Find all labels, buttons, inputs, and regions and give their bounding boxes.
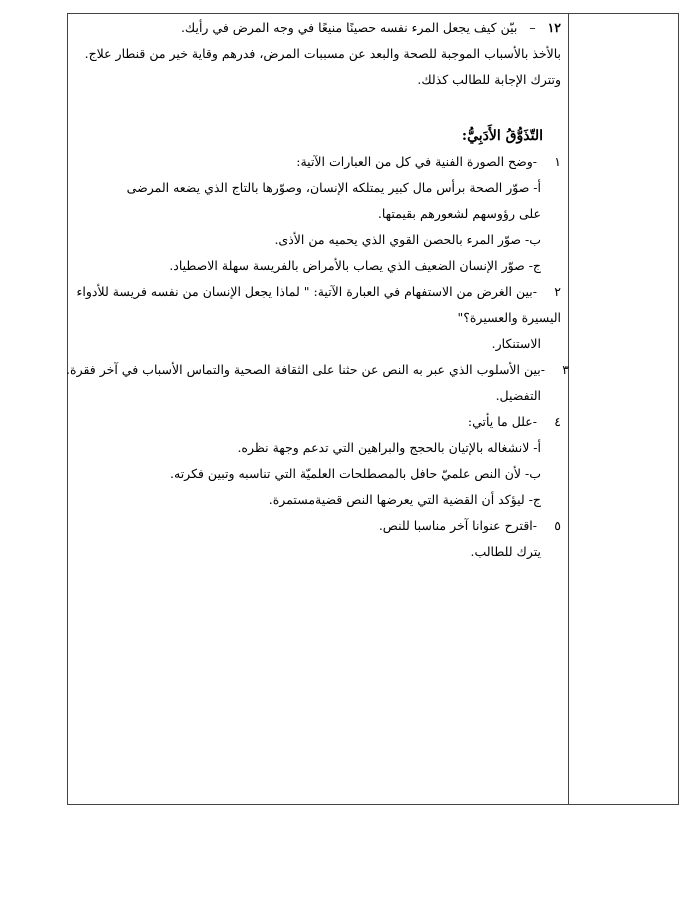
item-number: ١	[554, 154, 561, 169]
appreciation-item-5	[74, 513, 561, 539]
item-number: ٥	[554, 518, 561, 533]
appreciation-item-3	[66, 357, 569, 383]
answer-line: بالأخذ بالأسباب الموجبة للصحة والبعد عن مسببات المرض، فدرهم وقاية خير من قنطار علاج.	[84, 46, 561, 61]
answer-line: ج- صوّر الإنسان الضعيف الذي يصاب بالأمراض بالفريسة سهلة الاصطياد.	[169, 258, 541, 273]
answer-line: ب- لأن النص علميّ حافل بالمصطلحات العلميّة التي تناسبه وتبين فكرته.	[170, 466, 541, 481]
answer-line: الاستنكار.	[491, 336, 541, 351]
column-divider	[568, 13, 569, 805]
answer-line: يترك للطالب.	[470, 544, 541, 559]
section-heading: التّذَوُّقُ الأَدَبِيُّ:	[461, 128, 543, 144]
appreciation-item-2	[74, 279, 561, 331]
question-text: بيّن كيف يجعل المرء نفسه حصينًا منيعًا في وجه المرض في رأيك.	[180, 20, 518, 35]
appreciation-item-1	[74, 149, 561, 175]
item-number: ٣	[562, 362, 569, 377]
answer-line: ج- ليؤكد أن القضية التي يعرضها النص قضيةمستمرة.	[268, 492, 541, 507]
answer-line: وتترك الإجابة للطالب كذلك.	[417, 72, 561, 87]
question-12	[74, 15, 561, 41]
item-number: ٢	[554, 284, 561, 299]
item-text: -بين الغرض من الاستفهام في العبارة الآتية: " لماذا يجعل الإنسان من نفسه فريسة للأدواء اليسيرة والعسيرة؟"	[76, 284, 561, 325]
item-number: ٤	[554, 414, 561, 429]
item-text: -اقترح عنوانا آخر مناسبا للنص.	[378, 518, 537, 533]
item-text: -وضح الصورة الفنية في كل من العبارات الآتية:	[296, 154, 537, 169]
answer-line: التفضيل.	[495, 388, 541, 403]
answer-line: ب- صوّر المرء بالحصن القوي الذي يحميه من الأذى.	[274, 232, 541, 247]
appreciation-item-4	[74, 409, 561, 435]
item-text: -علل ما يأتي:	[467, 414, 537, 429]
answer-line: أ- لانشغاله بالإتيان بالحجج والبراهين التي تدعم وجهة نظره.	[237, 440, 541, 455]
item-text: -بين الأسلوب الذي عبر به النص عن حثنا على الثقافة الصحية والتماس الأسباب في آخر فقرة.	[66, 362, 545, 377]
question-number: ١٢	[547, 20, 561, 35]
document-content	[66, 15, 569, 565]
question-dash: –	[529, 20, 536, 35]
answer-line: أ- صوّر الصحة برأس مال كبير يمتلكه الإنسان، وصوّرها بالتاج الذي يضعه المرضى على رؤوسهم لشعورهم بقيمتها.	[126, 180, 541, 221]
